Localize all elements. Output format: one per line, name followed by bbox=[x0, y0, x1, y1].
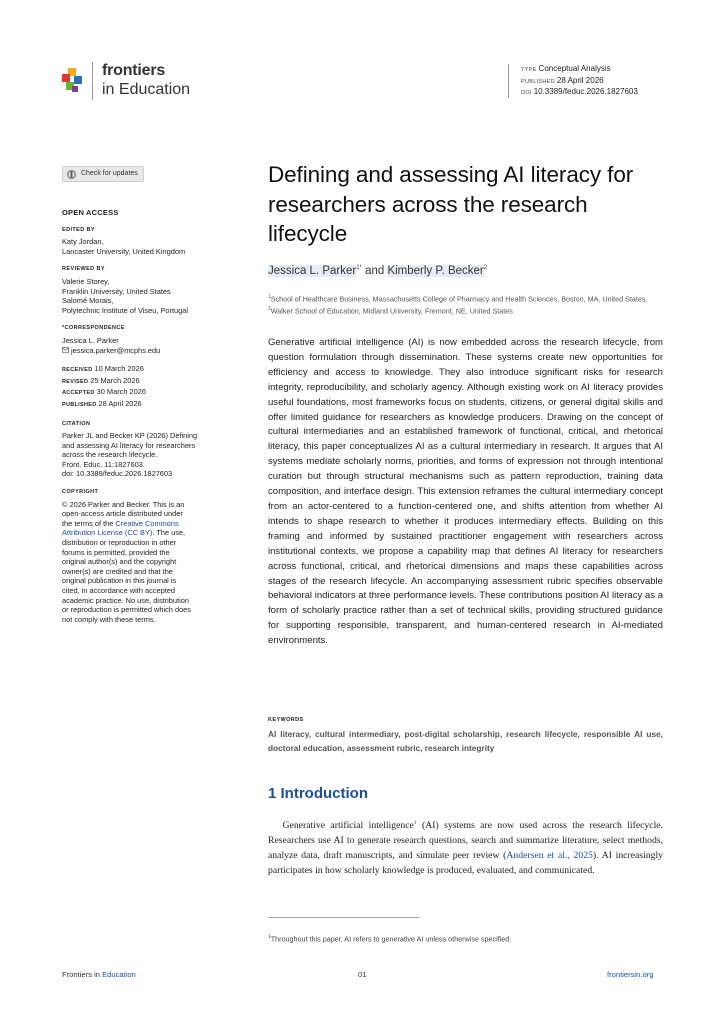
copyright-line: owner(s) are credited and that the bbox=[62, 566, 173, 576]
author-2-sup: 2 bbox=[483, 265, 488, 272]
check-updates-button[interactable] bbox=[62, 166, 144, 182]
affil-2-sup: 2 bbox=[268, 306, 271, 313]
intro-text: ). AI increasingly participates in how scholarly knowledge is produced, evaluated, and communicated. bbox=[268, 850, 663, 877]
date-received-key: RECEIVED bbox=[62, 367, 93, 374]
footer-journal-prefix: Frontiers in bbox=[62, 970, 103, 979]
affil-2: Walker School of Education, Midland University, Fremont, NE, United States bbox=[270, 306, 513, 316]
copyright-line: original author(s) and the copyright bbox=[62, 557, 177, 567]
copyright-line-text: the terms of the bbox=[62, 518, 114, 528]
meta-doi[interactable] bbox=[521, 87, 638, 99]
citation-link[interactable]: Andersen et al., 2025 bbox=[506, 850, 593, 862]
author-list bbox=[268, 265, 487, 277]
date-received bbox=[62, 364, 232, 376]
footer-journal bbox=[62, 970, 136, 979]
logo-line1: frontiers bbox=[102, 62, 166, 79]
keywords-heading: KEYWORDS bbox=[268, 717, 304, 723]
copyright-line bbox=[62, 528, 232, 538]
logo-line2: in Education bbox=[102, 81, 191, 98]
intro-text: Generative artificial intelligence bbox=[282, 820, 414, 832]
correspondent-email-row bbox=[62, 346, 232, 356]
date-accepted-value: 30 March 2026 bbox=[96, 387, 146, 397]
logo-text bbox=[102, 62, 190, 99]
reviewed-by-section bbox=[62, 265, 232, 315]
meta-type bbox=[521, 64, 638, 76]
abstract: Generative artificial intelligence (AI) is now embedded across the research lifecycle, from question formulation through dissemination. These systems create new opportunities for efficiency and access to knowledge. They also introduce significant risks for research integrity, reproducibility, and scholarly agency. Although existing work on AI literacy provides useful foundations, most frameworks focus on students, citizens, or general digital skills and offer limited guidance for researchers as knowledge producers. Drawing on the concept of cultural intermediaries and an established framework of functional, critical, and rhetorical literacy, this paper conceptualizes AI as a cultural intermediary in research. It argues that AI systems mediate scholarly norms, priorities, and forms of expression not through intentional curation but through structural mechanisms such as pattern reproduction, training data composition, and interface design. This extension reframes the cultural intermediary concept from an actor-centered to a function-centered one, and shifts attention from whether AI intends to shape research to whether it produces intermediary effects. Building on this framing and informed by sustained practitioner engagement with researchers across institutional contexts, we propose a capability map that defines AI literacy for researchers across functional, critical, and rhetorical dimensions and maps these capabilities across stages of the research lifecycle. An accompanying assessment rubric specifies observable behavioral indicators at three performance levels. These contributions position AI literacy as a form of scholarly practice rather than a set of technical skills, providing structured guidance for supporting responsible, transparent, and human-centered research in AI-mediated environments. bbox=[268, 337, 663, 647]
footnote-sup: 1 bbox=[268, 934, 271, 940]
citation-heading: CITATION bbox=[62, 420, 91, 427]
copyright-line: or reproduction is permitted which does bbox=[62, 605, 191, 615]
license-link[interactable]: Creative Commons bbox=[115, 518, 179, 528]
footnote-divider bbox=[268, 917, 419, 918]
frontiers-logo[interactable] bbox=[62, 62, 202, 102]
mail-icon bbox=[62, 347, 69, 353]
copyright-line: forums is permitted, provided the bbox=[62, 547, 170, 557]
copyright-line: cited, in accordance with accepted bbox=[62, 586, 175, 595]
copyright-line: original publication in this journal is bbox=[62, 576, 177, 586]
open-access-label: OPEN ACCESS bbox=[62, 208, 119, 217]
date-revised-key: REVISED bbox=[62, 378, 89, 385]
date-accepted-key: ACCEPTED bbox=[62, 390, 95, 397]
citation-line: and assessing AI literacy for researchers bbox=[62, 440, 196, 450]
sidebar bbox=[62, 166, 232, 633]
date-published-value: 28 April 2026 bbox=[98, 398, 142, 408]
article-meta bbox=[508, 64, 638, 98]
footnote-text: Throughout this paper, AI refers to generative AI unless otherwise specified. bbox=[270, 934, 512, 944]
correspondence-section bbox=[62, 324, 232, 355]
correspondent-name: Jessica L. Parker bbox=[62, 335, 119, 345]
meta-published bbox=[521, 76, 638, 88]
license-link[interactable]: Attribution License (CC BY) bbox=[62, 528, 153, 538]
affiliations bbox=[268, 292, 668, 317]
logo-divider bbox=[92, 62, 93, 100]
author-2[interactable]: Kimberly P. Becker bbox=[387, 265, 484, 277]
footnote-ref[interactable]: 1 bbox=[413, 820, 417, 826]
keywords: AI literacy, cultural intermediary, post-digital scholarship, research lifecycle, responsible AI use, doctoral education, assessment rubric, research integrity bbox=[268, 729, 663, 753]
copyright-section bbox=[62, 488, 232, 624]
date-revised-value: 25 March 2026 bbox=[90, 375, 140, 385]
meta-type-key: TYPE bbox=[521, 67, 537, 73]
meta-doi-value[interactable]: 10.3389/feduc.2026.1827603 bbox=[533, 87, 638, 96]
date-published-key: PUBLISHED bbox=[62, 401, 97, 408]
date-published bbox=[62, 399, 232, 411]
correspondence-heading: *CORRESPONDENCE bbox=[62, 325, 125, 332]
date-received-value: 10 March 2026 bbox=[94, 364, 144, 374]
citation-line: Front. Educ. 11:1827603. bbox=[62, 459, 145, 469]
intro-text: (AI) systems are now used across the research lifecycle. Researchers use AI to generate research questions, search and summarize literature, select methods, analyze data, draft manuscripts, and simulate peer review ( bbox=[268, 820, 663, 862]
footer-journal-link[interactable]: Education bbox=[102, 970, 136, 979]
introduction-paragraph bbox=[268, 816, 663, 878]
editor-name: Katy Jordan, bbox=[62, 237, 104, 247]
frontiers-logo-icon bbox=[62, 68, 84, 94]
date-accepted bbox=[62, 387, 232, 399]
meta-type-value: Conceptual Analysis bbox=[538, 64, 611, 73]
copyright-line: not comply with these terms. bbox=[62, 614, 156, 624]
citation-section bbox=[62, 420, 232, 480]
check-updates-icon bbox=[66, 169, 77, 180]
copyright-line: open-access article distributed under bbox=[62, 509, 183, 519]
edited-by-section bbox=[62, 226, 232, 257]
author-1-sup: 1* bbox=[356, 265, 362, 272]
page-number: 01 bbox=[358, 970, 367, 979]
date-revised bbox=[62, 376, 232, 388]
affil-1: School of Healthcare Business, Massachusetts College of Pharmacy and Health Sciences, Boston, MA, United States, bbox=[270, 294, 648, 304]
article-title: Defining and assessing AI literacy for researchers across the research lifecycle bbox=[268, 162, 634, 246]
copyright-line: distribution or reproduction in other bbox=[62, 538, 177, 548]
reviewer-1-name: Valerie Storey, bbox=[62, 276, 110, 286]
reviewed-by-heading: REVIEWED BY bbox=[62, 266, 105, 273]
author-separator: and bbox=[361, 265, 388, 277]
correspondent-email[interactable]: jessica.parker@mcphs.edu bbox=[71, 345, 161, 355]
footer-site-link[interactable]: frontiersin.org bbox=[607, 970, 654, 979]
copyright-heading: COPYRIGHT bbox=[62, 489, 99, 496]
reviewer-2-name: Salomé Morais, bbox=[62, 296, 114, 306]
reviewer-2-affiliation: Polytechnic Institute of Viseu, Portugal bbox=[62, 305, 188, 315]
copyright-line: © 2026 Parker and Becker. This is an bbox=[62, 499, 185, 509]
copyright-line-text: . The use, bbox=[152, 528, 186, 538]
meta-published-key: PUBLISHED bbox=[521, 78, 555, 85]
dates-section bbox=[62, 364, 232, 410]
citation-line: Parker JL and Becker KP (2026) Defining bbox=[62, 431, 198, 441]
copyright-line bbox=[62, 519, 232, 529]
reviewer-1-affiliation: Franklin University, United States bbox=[62, 286, 171, 296]
citation-line: doi: 10.3389/feduc.2026.1827603 bbox=[62, 469, 173, 479]
footnote bbox=[268, 934, 511, 943]
meta-doi-key: DOI bbox=[521, 90, 532, 96]
copyright-line: academic practice. No use, distribution bbox=[62, 595, 189, 605]
author-1[interactable]: Jessica L. Parker bbox=[268, 265, 357, 277]
section-heading-introduction: 1 Introduction bbox=[268, 785, 368, 802]
edited-by-heading: EDITED BY bbox=[62, 226, 95, 233]
check-updates-label: Check for updates bbox=[81, 170, 138, 178]
meta-published-value: 28 April 2026 bbox=[556, 75, 604, 85]
citation-line: across the research lifecycle. bbox=[62, 450, 158, 460]
affil-1-sup: 1 bbox=[268, 294, 271, 300]
editor-affiliation: Lancaster University, United Kingdom bbox=[62, 246, 186, 256]
